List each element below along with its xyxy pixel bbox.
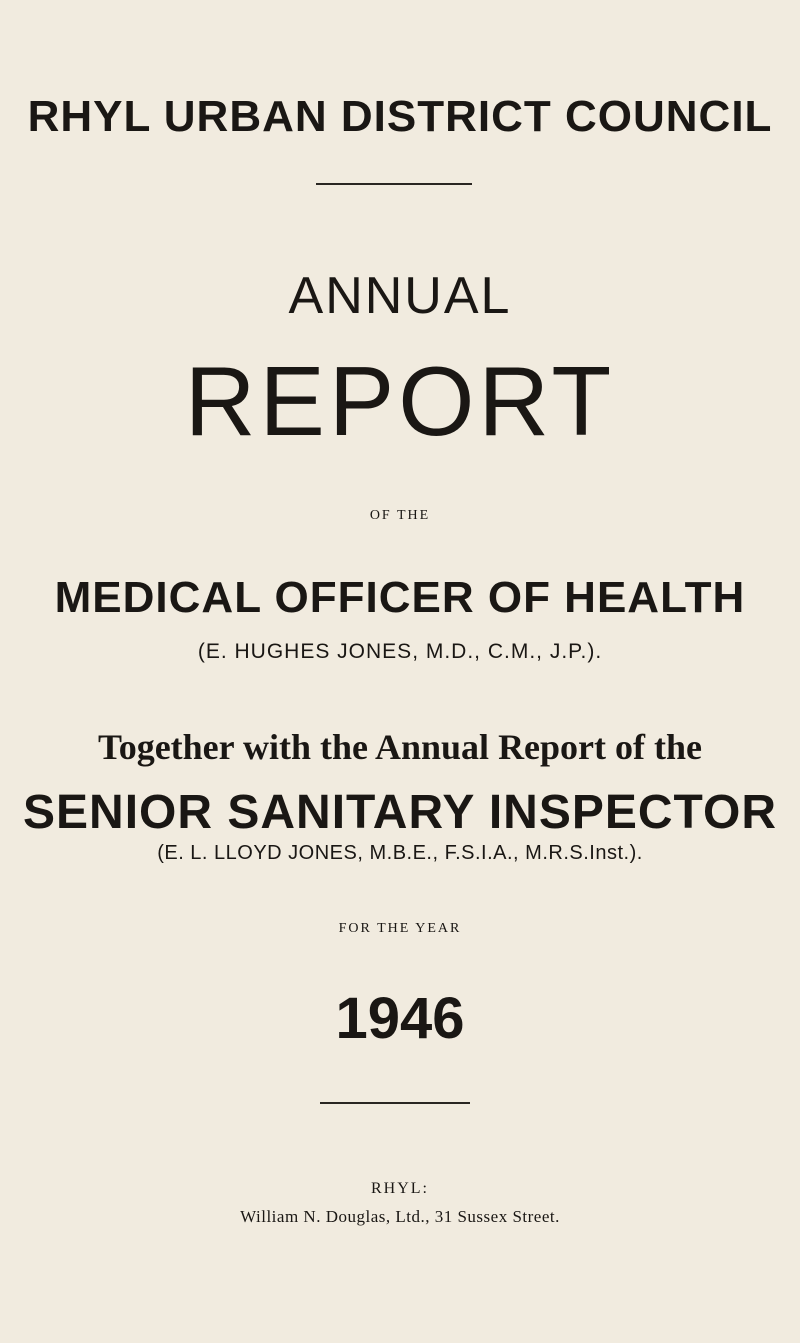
officer-name: (E. HUGHES JONES, M.D., C.M., J.P.). bbox=[197, 640, 603, 663]
inspector-name: (E. L. LLOYD JONES, M.B.E., F.S.I.A., M.R.S.Inst.). bbox=[157, 842, 643, 864]
imprint-place: RHYL: bbox=[371, 1180, 429, 1197]
council-heading: RHYL URBAN DISTRICT COUNCIL bbox=[27, 92, 773, 141]
inspector-title: SENIOR SANITARY INSPECTOR bbox=[23, 786, 777, 839]
divider-rule bbox=[320, 1102, 470, 1104]
title-annual: ANNUAL bbox=[288, 267, 512, 325]
officer-title: MEDICAL OFFICER OF HEALTH bbox=[54, 573, 746, 622]
imprint-printer: William N. Douglas, Ltd., 31 Sussex Street. bbox=[240, 1207, 560, 1226]
title-report: REPORT bbox=[184, 346, 616, 456]
of-the-text: OF THE bbox=[369, 508, 431, 523]
divider-rule bbox=[316, 183, 472, 185]
report-year: 1946 bbox=[335, 986, 465, 1051]
together-line: Together with the Annual Report of the bbox=[97, 727, 703, 767]
for-the-year-text: FOR THE YEAR bbox=[338, 921, 462, 936]
